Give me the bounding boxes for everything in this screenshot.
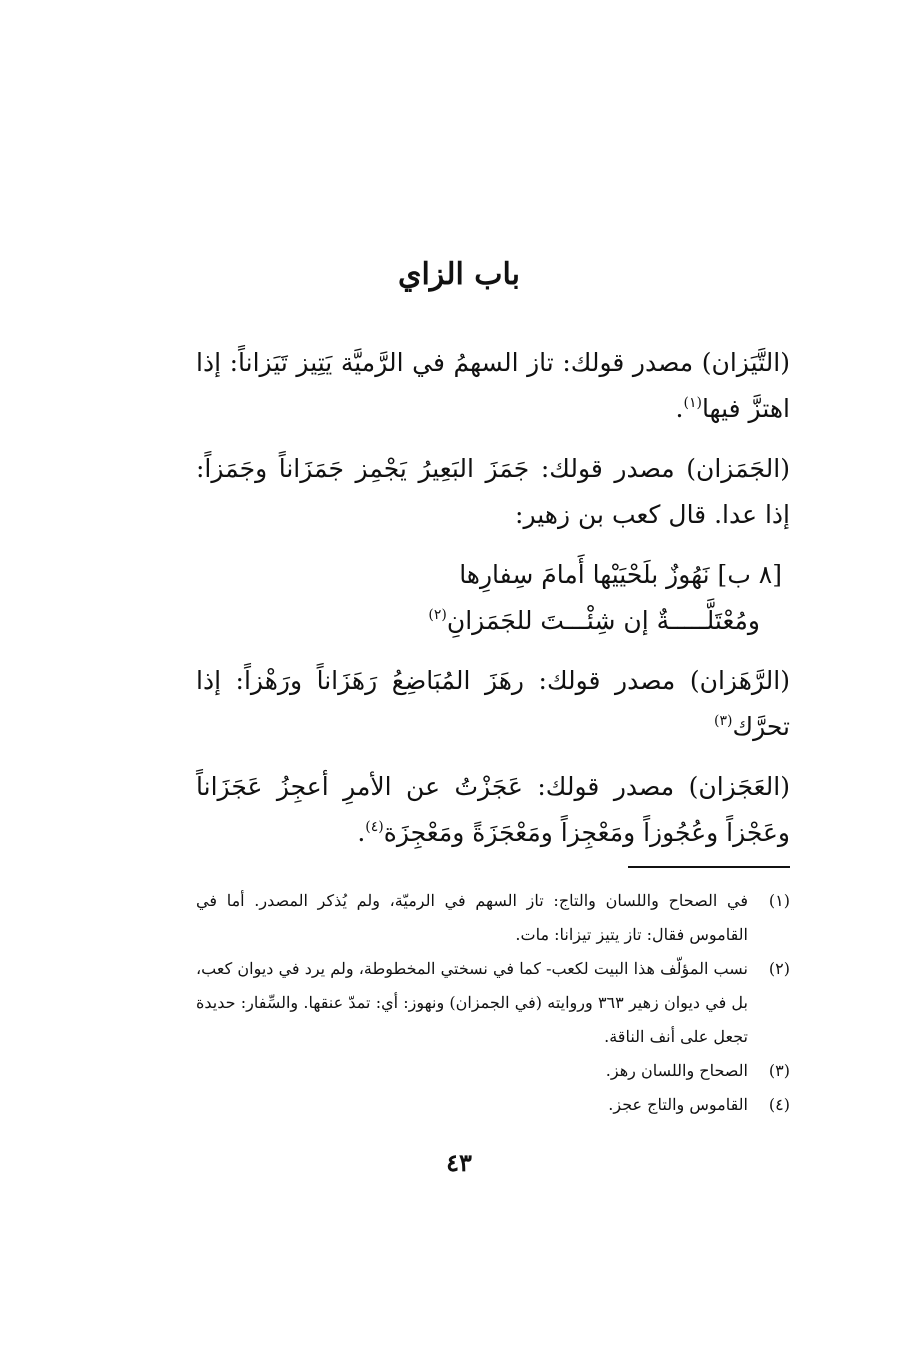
entry-tayazan [196, 340, 790, 432]
footnote-2 [196, 952, 790, 1054]
entry-text: (التَّيَزان) مصدر قولك: تاز السهمُ في الرَّميَّة يَتِيز تَيَزاناً: إذا اهتزَّ فيها [196, 348, 790, 423]
footnote-text: في الصحاح واللسان والتاج: تاز السهم في الرميّة، ولم يُذكر المصدر. أما في القاموس فقال: تاز يتيز تيزانا: مات. [196, 891, 748, 944]
entry-text: (الجَمَزان) مصدر قولك: جَمَزَ البَعِيرُ يَجْمِز جَمَزَاناً وجَمَزاً: إذا عدا. قال كعب بن زهير: [196, 454, 790, 529]
footnote-4 [196, 1088, 790, 1122]
footnote-ref: (٣) [714, 713, 733, 729]
page-number: ٤٣ [446, 1148, 472, 1177]
entry-tail: . [357, 818, 366, 847]
entry-tail: . [675, 394, 684, 423]
footnote-text: الصحاح واللسان رهز. [605, 1061, 748, 1080]
verse-line-2 [196, 598, 790, 644]
footnote-text: القاموس والتاج عجز. [608, 1095, 748, 1114]
footnote-divider [628, 866, 790, 868]
footnote-number: (٢) [768, 959, 790, 978]
main-text [196, 340, 790, 870]
entry-text: (الرَّهَزان) مصدر قولك: رهَزَ المُبَاضِعُ رَهَزَاناً ورَهْزاً: إذا تحرَّك [196, 666, 790, 741]
entry-text: (العَجَزان) مصدر قولك: عَجَزْتُ عن الأمرِ أعجِزُ عَجَزَاناً وعَجْزاً وعُجُوزاً ومَعْجِزاً ومَعْجَزَةً ومَعْجِزَة [196, 772, 790, 847]
entry-jamazan [196, 446, 790, 538]
entry-rahazan [196, 658, 790, 750]
chapter-title: باب الزاي [397, 257, 521, 292]
verse-line-1: [٨ ب] نَهُوزٌ بلَحْيَيْها أَمامَ سِفارِها [459, 560, 782, 589]
footnote-number: (٤) [768, 1095, 790, 1114]
footnote-1 [196, 884, 790, 952]
footnote-3 [196, 1054, 790, 1088]
footnote-ref: (١) [683, 395, 702, 411]
verse-line-2-text: ومُعْتَلَّـــــةٌ إن شِئْـــتَ للجَمَزانِ [446, 606, 760, 635]
footnote-text: نسب المؤلّف هذا البيت لكعب- كما في نسختي المخطوطة، ولم يرد في ديوان كعب، بل في ديوان زهير ٣٦٣ وروايته (في الجمزان) ونهوز: أي: تمدّ عنقها. والسِّفار: حديدة تجعل على أنف الناقة. [196, 959, 749, 1046]
footnote-ref: (٤) [365, 819, 384, 835]
footnote-number: (٣) [768, 1061, 790, 1080]
entry-ajazan [196, 764, 790, 856]
poetry-verse [196, 552, 790, 644]
footnote-number: (١) [768, 891, 790, 910]
footnote-ref: (٢) [428, 607, 447, 623]
footnotes [196, 884, 790, 1122]
